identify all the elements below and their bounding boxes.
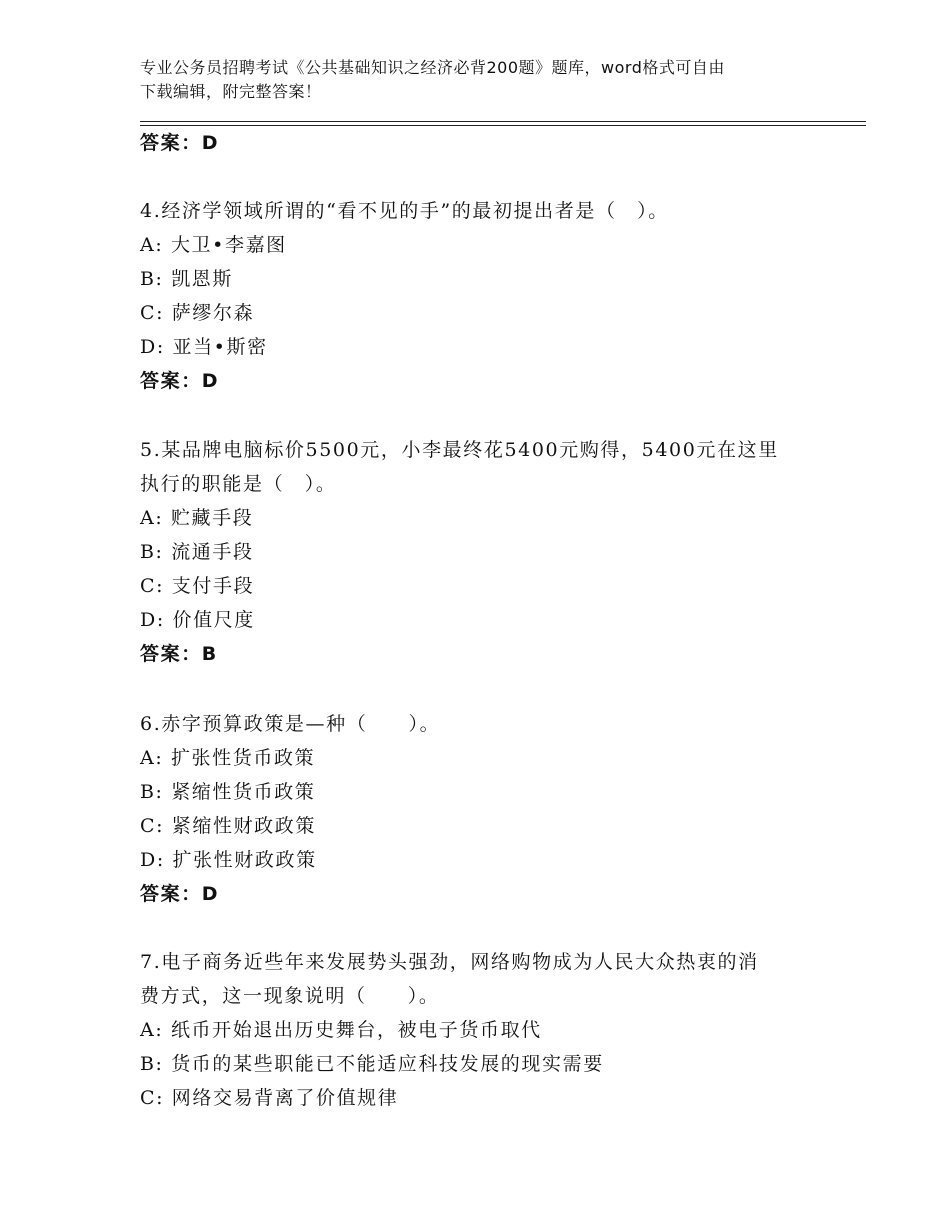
option-d: D: 价值尺度 xyxy=(140,609,255,631)
question-text: 4.经济学领域所谓的“看不见的手”的最初提出者是（ ）。 xyxy=(140,200,669,222)
option-c: C: 萨缪尔森 xyxy=(140,302,255,324)
option-d: D: 扩张性财政政策 xyxy=(140,849,317,871)
answer-line: 答案：D xyxy=(140,883,220,905)
option-a: A: 贮藏手段 xyxy=(140,507,254,529)
question-text: 5.某品牌电脑标价5500元，小李最终花5400元购得，5400元在这里 xyxy=(140,439,779,461)
question-text: 6.赤字预算政策是—种（ ）。 xyxy=(140,713,441,735)
option-c: C: 紧缩性财政政策 xyxy=(140,815,316,837)
page-header xyxy=(140,56,820,104)
answer-line: 答案：D xyxy=(140,370,220,392)
option-a: A: 纸币开始退出历史舞台，被电子货币取代 xyxy=(140,1019,542,1041)
previous-answer-block xyxy=(140,126,820,160)
answer-line: 答案：B xyxy=(140,643,218,665)
option-c: C: 网络交易背离了价值规律 xyxy=(140,1087,399,1109)
option-a: A: 大卫•李嘉图 xyxy=(140,234,287,256)
question-text-continued: 费方式，这一现象说明（ ）。 xyxy=(140,985,440,1007)
option-b: B: 紧缩性货币政策 xyxy=(140,781,316,803)
option-b: B: 流通手段 xyxy=(140,541,254,563)
question-block xyxy=(140,945,820,1115)
question-block xyxy=(140,194,820,398)
header-line-2: 下载编辑，附完整答案！ xyxy=(140,82,322,101)
option-b: B: 货币的某些职能已不能适应科技发展的现实需要 xyxy=(140,1053,604,1075)
header-rule-top xyxy=(140,121,866,122)
question-block xyxy=(140,707,820,911)
answer-line: 答案：D xyxy=(140,132,220,154)
option-b: B: 凯恩斯 xyxy=(140,268,234,290)
question-text-continued: 执行的职能是（ ）。 xyxy=(140,473,337,495)
option-c: C: 支付手段 xyxy=(140,575,255,597)
question-text: 7.电子商务近些年来发展势头强劲，网络购物成为人民大众热衷的消 xyxy=(140,951,759,973)
option-d: D: 亚当•斯密 xyxy=(140,336,268,358)
option-a: A: 扩张性货币政策 xyxy=(140,747,316,769)
header-line-1: 专业公务员招聘考试《公共基础知识之经济必背200题》题库，word格式可自由 xyxy=(140,58,725,77)
question-block xyxy=(140,433,820,671)
